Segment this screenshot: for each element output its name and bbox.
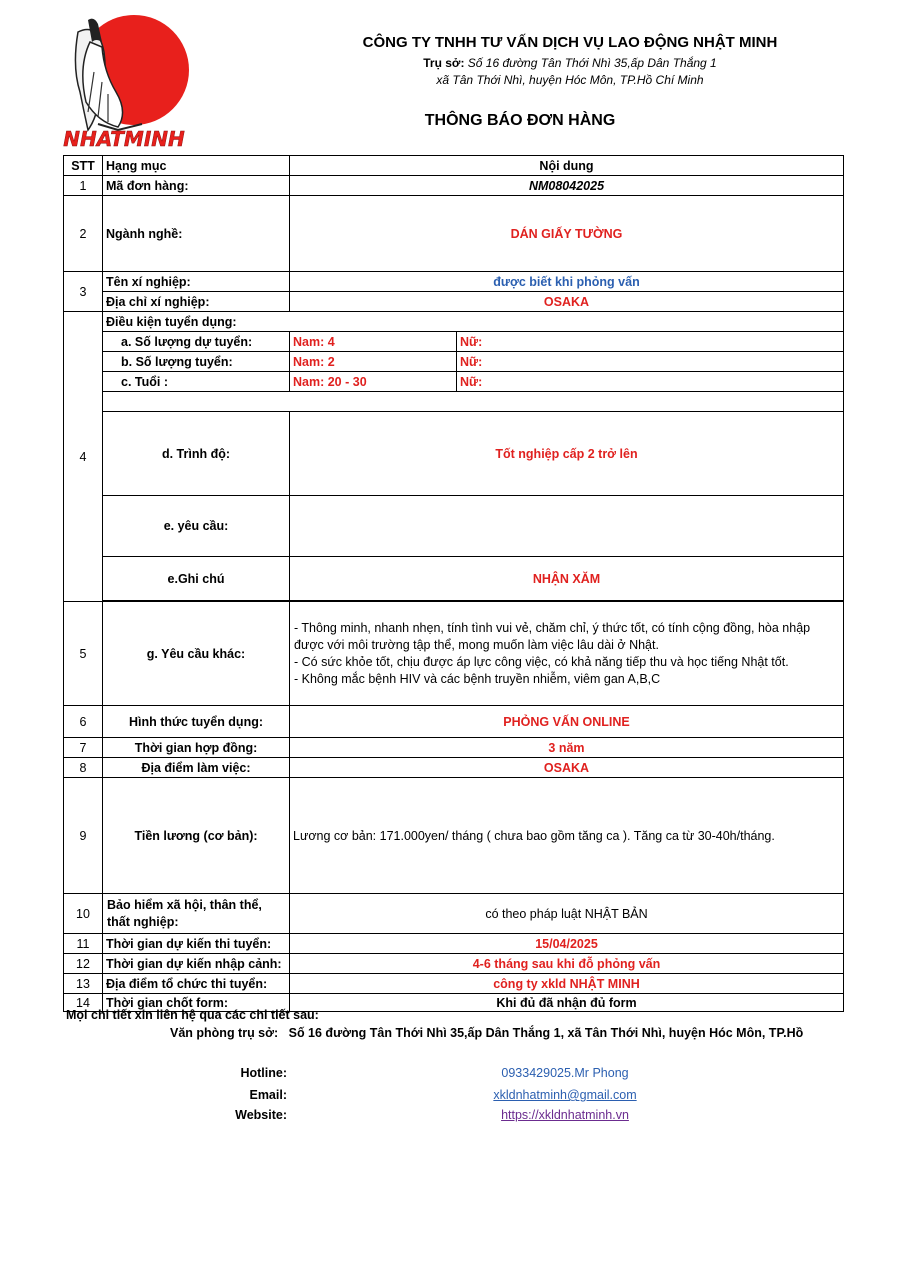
order-code-value: NM08042025: [290, 176, 844, 196]
workplace-value: OSAKA: [290, 758, 844, 778]
order-table: [63, 155, 844, 1012]
company-address-label: Địa chỉ xí nghiệp:: [103, 292, 290, 312]
website-link[interactable]: https://xkldnhatminh.vn: [501, 1108, 629, 1122]
applicants-label: a. Số lượng dự tuyển:: [103, 332, 290, 352]
other-requirements-label: g. Yêu cầu khác:: [103, 602, 290, 706]
table-row: [64, 758, 844, 778]
hotline-value[interactable]: 0933429025.Mr Phong: [501, 1066, 629, 1080]
hotline-label: Hotline:: [240, 1066, 287, 1080]
table-row: [64, 412, 844, 496]
company-logo: [58, 12, 190, 152]
office-label: Văn phòng trụ sở:: [170, 1026, 279, 1040]
form-deadline-value: Khi đủ đã nhận đủ form: [290, 994, 844, 1012]
row-stt: 10: [64, 894, 103, 934]
form-deadline-label: Thời gian chốt form:: [103, 994, 290, 1012]
website-label: Website:: [235, 1108, 287, 1122]
note-value: NHẬN XĂM: [290, 557, 844, 601]
salary-value: Lương cơ bản: 171.000yen/ tháng ( chưa bao gồm tăng ca ). Tăng ca từ 30-40h/tháng.: [290, 778, 844, 894]
requirement-line: - Có sức khỏe tốt, chịu được áp lực công việc, có khả năng tiếp thu và học tiếng Nhật tốt.: [294, 654, 789, 669]
hq-line1: Số 16 đường Tân Thới Nhì 35,ấp Dân Thắng 1: [467, 56, 717, 70]
recruit-form-value: PHỎNG VẤN ONLINE: [290, 706, 844, 738]
row-stt: 2: [64, 196, 103, 272]
entry-date-value: 4-6 tháng sau khi đỗ phỏng vấn: [290, 954, 844, 974]
row-stt: 5: [64, 602, 103, 706]
table-row: [64, 196, 844, 272]
table-header-row: [64, 156, 844, 176]
table-row: [64, 934, 844, 954]
table-row: [64, 312, 844, 332]
company-name-label: Tên xí nghiệp:: [103, 272, 290, 292]
table-row: [64, 894, 844, 934]
row-stt: 6: [64, 706, 103, 738]
company-address-line2: xã Tân Thới Nhì, huyện Hóc Môn, TP.Hồ Chí Minh: [436, 73, 704, 87]
table-row-empty: [64, 392, 844, 412]
contact-intro: Mọi chi tiết xin liên hệ qua các chi tiết sau:: [66, 1008, 319, 1022]
applicants-female: Nữ:: [457, 332, 844, 352]
age-male: Nam: 20 - 30: [290, 372, 457, 392]
education-label: d. Trình độ:: [103, 412, 290, 496]
office-value: Số 16 đường Tân Thới Nhì 35,ấp Dân Thắng 1, xã Tân Thới Nhì, huyện Hóc Môn, TP.Hồ: [288, 1026, 804, 1040]
row-stt: 3: [64, 272, 103, 312]
recruit-form-label: Hình thức tuyển dụng:: [103, 706, 290, 738]
row-stt: 13: [64, 974, 103, 994]
header-item: Hạng mục: [103, 156, 290, 176]
header-content: Nội dung: [290, 156, 844, 176]
contract-term-label: Thời gian hợp đồng:: [103, 738, 290, 758]
applicants-male: Nam: 4: [290, 332, 457, 352]
row-stt: 7: [64, 738, 103, 758]
insurance-label: Bảo hiểm xã hội, thân thể, thất nghiệp:: [103, 894, 290, 934]
table-row: [64, 352, 844, 372]
requirement-line: - Không mắc bệnh HIV và các bệnh truyền nhiễm, viêm gan A,B,C: [294, 671, 661, 686]
table-row: [64, 272, 844, 292]
hires-male: Nam: 2: [290, 352, 457, 372]
row-stt: 4: [64, 312, 103, 602]
email-label: Email:: [249, 1088, 287, 1102]
table-row: [64, 602, 844, 706]
company-address-line1: [250, 56, 890, 70]
table-row: [64, 706, 844, 738]
document-title: THÔNG BÁO ĐƠN HÀNG: [424, 112, 616, 129]
row-stt: 1: [64, 176, 103, 196]
row-stt: 11: [64, 934, 103, 954]
requirements-label: e. yêu cầu:: [103, 496, 290, 557]
hires-label: b. Số lượng tuyển:: [103, 352, 290, 372]
exam-location-value: công ty xkld NHẬT MINH: [290, 974, 844, 994]
age-female: Nữ:: [457, 372, 844, 392]
table-row: [64, 557, 844, 601]
entry-date-label: Thời gian dự kiến nhập cảnh:: [103, 954, 290, 974]
logo-text: NHATMINH: [63, 127, 185, 151]
table-row: [64, 332, 844, 352]
office-line: [170, 1026, 803, 1040]
hq-label: Trụ sở:: [423, 56, 465, 70]
note-label: e.Ghi chú: [103, 557, 290, 601]
company-name: CÔNG TY TNHH TƯ VẤN DỊCH VỤ LAO ĐỘNG NHẬT MINH: [362, 34, 778, 51]
table-row: [64, 738, 844, 758]
table-row: [64, 974, 844, 994]
order-code-label: Mã đơn hàng:: [103, 176, 290, 196]
company-address-value: OSAKA: [290, 292, 844, 312]
requirements-value: [290, 496, 844, 557]
row-stt: 12: [64, 954, 103, 974]
company-name-value: được biết khi phỏng vấn: [290, 272, 844, 292]
empty-cell: [103, 392, 844, 412]
industry-value: DÁN GIẤY TƯỜNG: [290, 196, 844, 272]
row-stt: 9: [64, 778, 103, 894]
industry-label: Ngành nghề:: [103, 196, 290, 272]
table-row: [64, 496, 844, 557]
row-stt: 8: [64, 758, 103, 778]
table-row: [64, 176, 844, 196]
header-stt: STT: [64, 156, 103, 176]
table-row: [64, 292, 844, 312]
other-requirements-value: [290, 602, 844, 706]
contract-term-value: 3 năm: [290, 738, 844, 758]
exam-date-label: Thời gian dự kiến thi tuyển:: [103, 934, 290, 954]
salary-label: Tiền lương (cơ bản):: [103, 778, 290, 894]
exam-location-label: Địa điểm tổ chức thi tuyển:: [103, 974, 290, 994]
table-row: [64, 778, 844, 894]
row-stt: 14: [64, 994, 103, 1012]
table-row: [64, 954, 844, 974]
education-value: Tốt nghiệp cấp 2 trở lên: [290, 412, 844, 496]
hires-female: Nữ:: [457, 352, 844, 372]
conditions-title: Điều kiện tuyển dụng:: [103, 312, 844, 332]
age-label: c. Tuổi :: [103, 372, 290, 392]
email-link[interactable]: xkldnhatminh@gmail.com: [493, 1088, 637, 1102]
table-row: [64, 372, 844, 392]
workplace-label: Địa điểm làm việc:: [103, 758, 290, 778]
exam-date-value: 15/04/2025: [290, 934, 844, 954]
requirement-line: - Thông minh, nhanh nhẹn, tính tình vui vẻ, chăm chỉ, ý thức tốt, có tính cộng đồng, hòa nhập được với môi trường tập thể, mong muốn làm việc lâu dài ở Nhật.: [294, 620, 811, 652]
insurance-value: có theo pháp luật NHẬT BẢN: [290, 894, 844, 934]
